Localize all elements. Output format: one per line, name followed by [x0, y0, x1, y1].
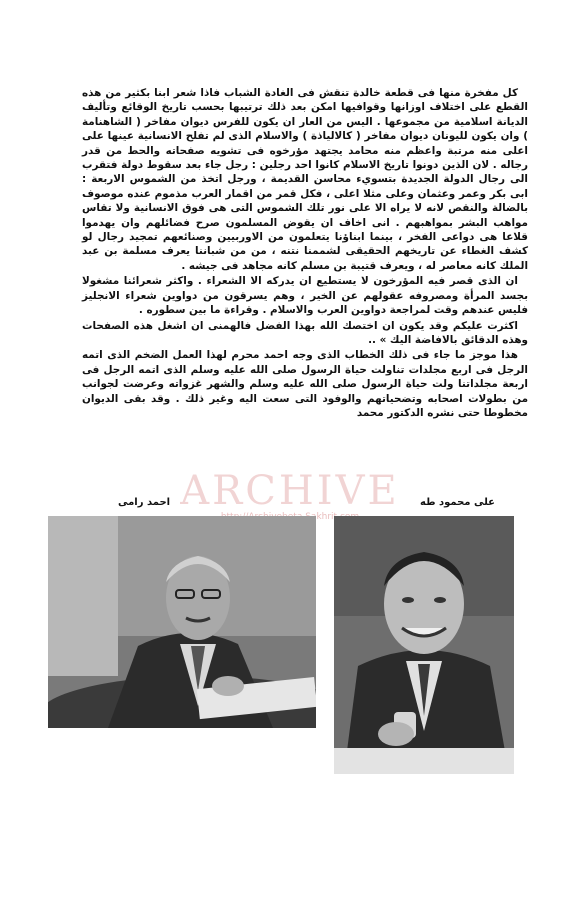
article-paragraph-1: كل مفخرة منها فى قطعة خالدة تنقش فى الغادة الشباب فاذا شعر ابنا بكثير من هذه القطع على اختلاف اوزانها وقوافيها امكن بعد ذلك ترتيبها بحسب تاريخ الوقائع وتأليف الديانة اسلامية من مجموعها . اليس من العار ان يكون للفرس ديوان مفاخر ( الشاهنامة ) وان يكون لليونان ديوان مفاخر ( كالالياذة ) والاسلام الذى لم تفلح الانسانية عينها على اعلى منه مرتبة واعظم منه محامد يجتهد مؤرخوه فى تشويه صفحاته والحط من قدر رجاله . لان الذين دونوا تاريخ الاسلام كانوا احد رجلين : رجل جاء بعد سقوط دولة فتقرب الى رجال الدولة الجديدة بتسويء محاسن القديمة ، ورجل اتخذ من الشموس الاربعة : ابى بكر وعمر وعثمان وعلى مثلا اعلى ، فكل قمر من اقمار العرب مذموم عنده موصوف بالضالة والنقص لانه لا يراه الا على نور تلك الشموس التى هى فوق الانسانية ولا تقاس مواهب البشر بمواهبهم . انى اخاف ان يقوض المسلمون صرح فضائلهم وان يهدموا قلاعا هى دواعى الفخر ، بينما ابناؤنا يتعلمون من الاوربيين وصنائعهم تمجيد رجال لو كشف الغطاء عن تاريخهم الحقيقى لشممنا نتنه ، من من شباننا يعرف مسلمة بن عبد الملك كانه معاصر له ، ويعرف قتيبة بن مسلم كانه مجاهد فى جيشه .	[82, 87, 528, 272]
caption-right-photo: على محمود طه	[420, 497, 495, 508]
article-paragraph-2: ان الذى قصر فيه المؤرخون لا يستطيع ان يدركه الا الشعراء . واكثر شعرائنا مشغولا بجسد المرأة ومصروفه عقولهم عن الخير ، وهم يسرقون من دواوين شعراء الانجليز فليس عندهم وقت لمراجعة دواوين العرب والاسلام . وقراءة ما بين سطوره .	[82, 275, 528, 317]
article-paragraph-4: هذا موجز ما جاء فى ذلك الخطاب الذى وجه احمد محرم لهذا العمل الضخم الذى اتمه الرجل فى اربع مجلدات تناولت حياة الرسول صلى الله عليه وسلم الذى اتمه الرجل فى اربعة مجلداتنا ولت حياة الرسول صلى الله عليه وسلم والشهر غزواته وعرضت لجوانب من بطولات اصحابه وتضحياتهم والوفود التى سعت اليه وغير ذلك . وقد بقى الديوان مخطوطا حتى نشره الدكتور محمد	[82, 349, 528, 419]
photo-ahmed-rami-image	[48, 516, 316, 728]
photo-ali-mahmoud-taha	[334, 516, 514, 774]
article-paragraph-3: اكثرت عليكم وقد يكون ان اختصك الله بهذا الفضل فالهمنى ان اشغل هذه الصفحات وهذه الدقائق بالافاضة اليك » ..	[82, 319, 528, 346]
photo-ali-mahmoud-taha-image	[334, 516, 514, 774]
caption-left-photo: احمد رامى	[118, 497, 171, 508]
watermark-logo: ARCHIVE	[180, 468, 400, 514]
photo-ahmed-rami	[48, 516, 316, 728]
article-text	[82, 86, 528, 421]
